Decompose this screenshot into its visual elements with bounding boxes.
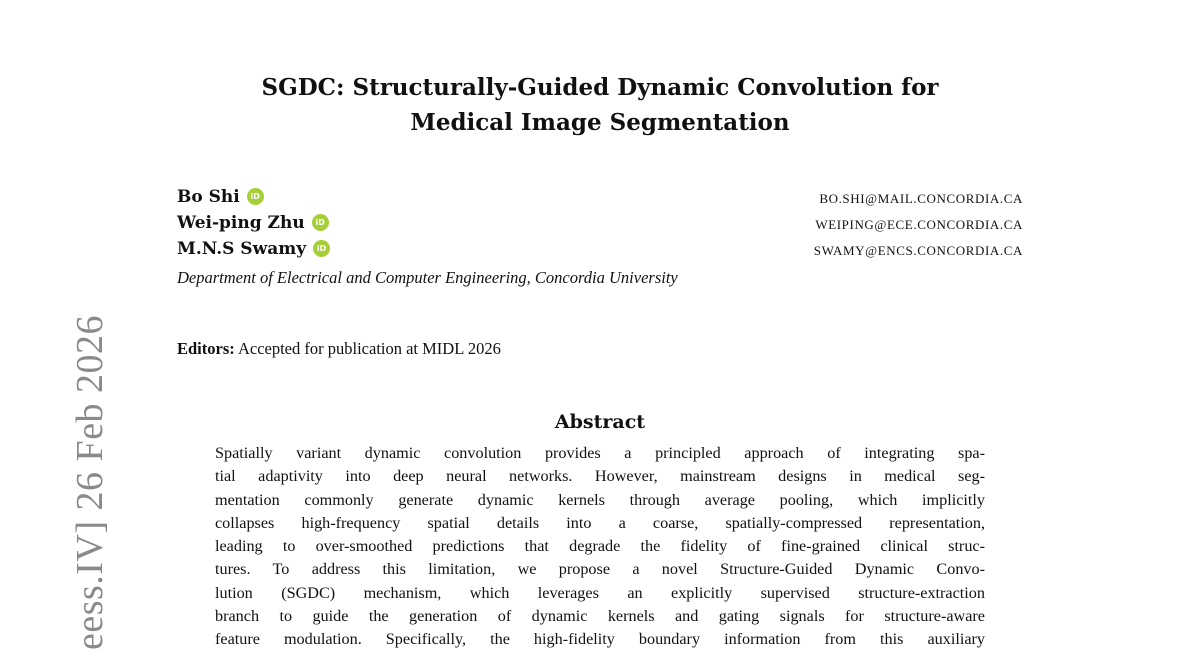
abstract-line: tures. To address this limitation, we propose a novel Structure-Guided Dynamic Convo- [215, 560, 985, 579]
orcid-icon[interactable]: iD [312, 214, 329, 231]
author-name: Bo Shi [177, 187, 240, 207]
abstract-line: Spatially variant dynamic convolution provides a principled approach of integrating spa- [215, 444, 985, 462]
editors-text: Accepted for publication at MIDL 2026 [234, 339, 501, 358]
abstract-line: lution (SGDC) mechanism, which leverages an explicitly supervised structure-extraction [215, 583, 985, 602]
author-entry [177, 210, 329, 236]
affiliation: Department of Electrical and Computer Engineering, Concordia University [177, 268, 678, 287]
paper-title [150, 70, 1050, 140]
author-row [177, 184, 1023, 210]
abstract-line: mentation commonly generate dynamic kernels through average pooling, which implicitly [215, 490, 985, 509]
author-entry [177, 236, 330, 262]
author-block [177, 184, 1023, 262]
author-email[interactable]: SWAMY@ENCS.CONCORDIA.CA [813, 243, 1023, 258]
title-line-1: SGDC: Structurally-Guided Dynamic Convolution for [261, 74, 939, 101]
abstract-body [215, 442, 985, 652]
author-email[interactable]: WEIPING@ECE.CONCORDIA.CA [815, 217, 1023, 232]
author-name: M.N.S Swamy [177, 239, 307, 259]
orcid-icon[interactable]: iD [247, 188, 264, 205]
abstract-heading: Abstract [554, 411, 646, 433]
abstract-line: tial adaptivity into deep neural networks. However, mainstream designs in medical seg- [215, 467, 985, 486]
editors-note [177, 337, 501, 361]
author-name: Wei-ping Zhu [177, 213, 305, 233]
abstract-line: branch to guide the generation of dynamic kernels and gating signals for structure-aware [215, 607, 985, 626]
arxiv-identifier-text: eess.IV] 26 Feb 2026 [69, 314, 111, 650]
abstract-line: feature modulation. Specifically, the high-fidelity boundary information from this auxiliary [215, 630, 985, 649]
abstract-line: leading to over-smoothed predictions that degrade the fidelity of fine-grained clinical struc- [215, 537, 985, 556]
arxiv-side-stamp [28, 314, 111, 650]
abstract-line: collapses high-frequency spatial details into a coarse, spatially-compressed representation, [215, 513, 985, 532]
author-row [177, 236, 1023, 262]
author-entry [177, 184, 264, 210]
title-line-2: Medical Image Segmentation [410, 109, 790, 136]
author-row [177, 210, 1023, 236]
author-email[interactable]: BO.SHI@MAIL.CONCORDIA.CA [819, 191, 1023, 206]
orcid-icon[interactable]: iD [313, 240, 330, 257]
editors-label: Editors: [177, 339, 235, 358]
